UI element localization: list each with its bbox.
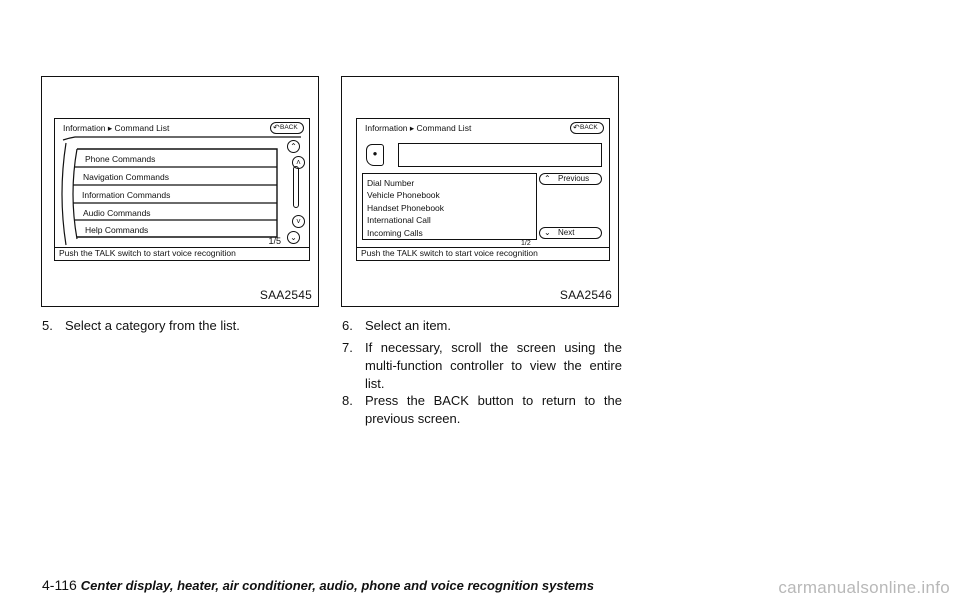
back-label: BACK [280, 124, 298, 131]
scroll-slider[interactable] [293, 166, 299, 208]
back-button[interactable] [570, 122, 604, 134]
up-icon[interactable]: ˄ [292, 156, 305, 169]
command-list-screen [356, 118, 610, 261]
figure-code: SAA2546 [559, 288, 612, 302]
step-number: 5. [42, 318, 53, 333]
breadcrumb: Information ▸ Command List [365, 123, 472, 133]
double-down-icon[interactable]: ⌄ [287, 231, 300, 244]
step-text: Select an item. [365, 318, 451, 333]
double-up-icon[interactable]: ⌃ [287, 140, 300, 153]
section-title: Center display, heater, air conditioner, audio, phone and voice recognition systems [80, 578, 594, 593]
list-item-handset-phonebook[interactable]: Handset Phonebook [367, 203, 445, 213]
previous-label: Previous [558, 174, 590, 183]
page-indicator: 1/5 [268, 236, 281, 246]
step-text: If necessary, scroll the screen using the multi-function controller to view the entire list. [365, 340, 622, 391]
step-number: 8. [342, 393, 353, 408]
next-button[interactable] [539, 227, 602, 239]
figure-code: SAA2545 [259, 288, 312, 302]
menu-item-audio-commands[interactable]: Audio Commands [83, 208, 151, 218]
screen-footer: Push the TALK switch to start voice recognition [357, 247, 609, 260]
back-arrow-icon: ↶ [273, 123, 280, 132]
back-label: BACK [580, 124, 598, 131]
voice-head-icon: ● [366, 144, 384, 166]
menu-item-information-commands[interactable]: Information Commands [82, 190, 171, 200]
page-number: 4-116 [42, 577, 77, 593]
previous-button[interactable] [539, 173, 602, 185]
list-item-vehicle-phonebook[interactable]: Vehicle Phonebook [367, 190, 440, 200]
watermark: carmanualsonline.info [778, 578, 950, 597]
step-text: Select a category from the list. [65, 318, 240, 333]
step-text: Press the BACK button to return to the previous screen. [365, 393, 622, 426]
recognition-text-box [398, 143, 602, 167]
command-list-screen [54, 118, 310, 261]
figure-saa2545 [41, 76, 319, 307]
down-icon[interactable]: ˅ [292, 215, 305, 228]
menu-item-phone-commands[interactable]: Phone Commands [85, 154, 156, 164]
screen-footer: Push the TALK switch to start voice recognition [55, 247, 309, 260]
list-item-international-call[interactable]: International Call [367, 215, 431, 225]
step-number: 6. [342, 318, 353, 333]
back-arrow-icon: ↶ [573, 123, 580, 132]
menu-item-help-commands[interactable]: Help Commands [85, 225, 149, 235]
next-label: Next [558, 228, 575, 237]
breadcrumb: Information ▸ Command List [63, 123, 170, 133]
list-item-incoming-calls[interactable]: Incoming Calls [367, 228, 423, 238]
list-item-dial-number[interactable]: Dial Number [367, 178, 415, 188]
page-footer [42, 577, 594, 595]
double-down-icon: ⌄ [544, 228, 551, 237]
menu-item-navigation-commands[interactable]: Navigation Commands [83, 172, 169, 182]
double-up-icon: ⌃ [544, 174, 551, 183]
figure-saa2546 [341, 76, 619, 307]
command-list [362, 173, 537, 240]
page-indicator: 1/2 [521, 240, 531, 247]
step-number: 7. [342, 340, 353, 355]
